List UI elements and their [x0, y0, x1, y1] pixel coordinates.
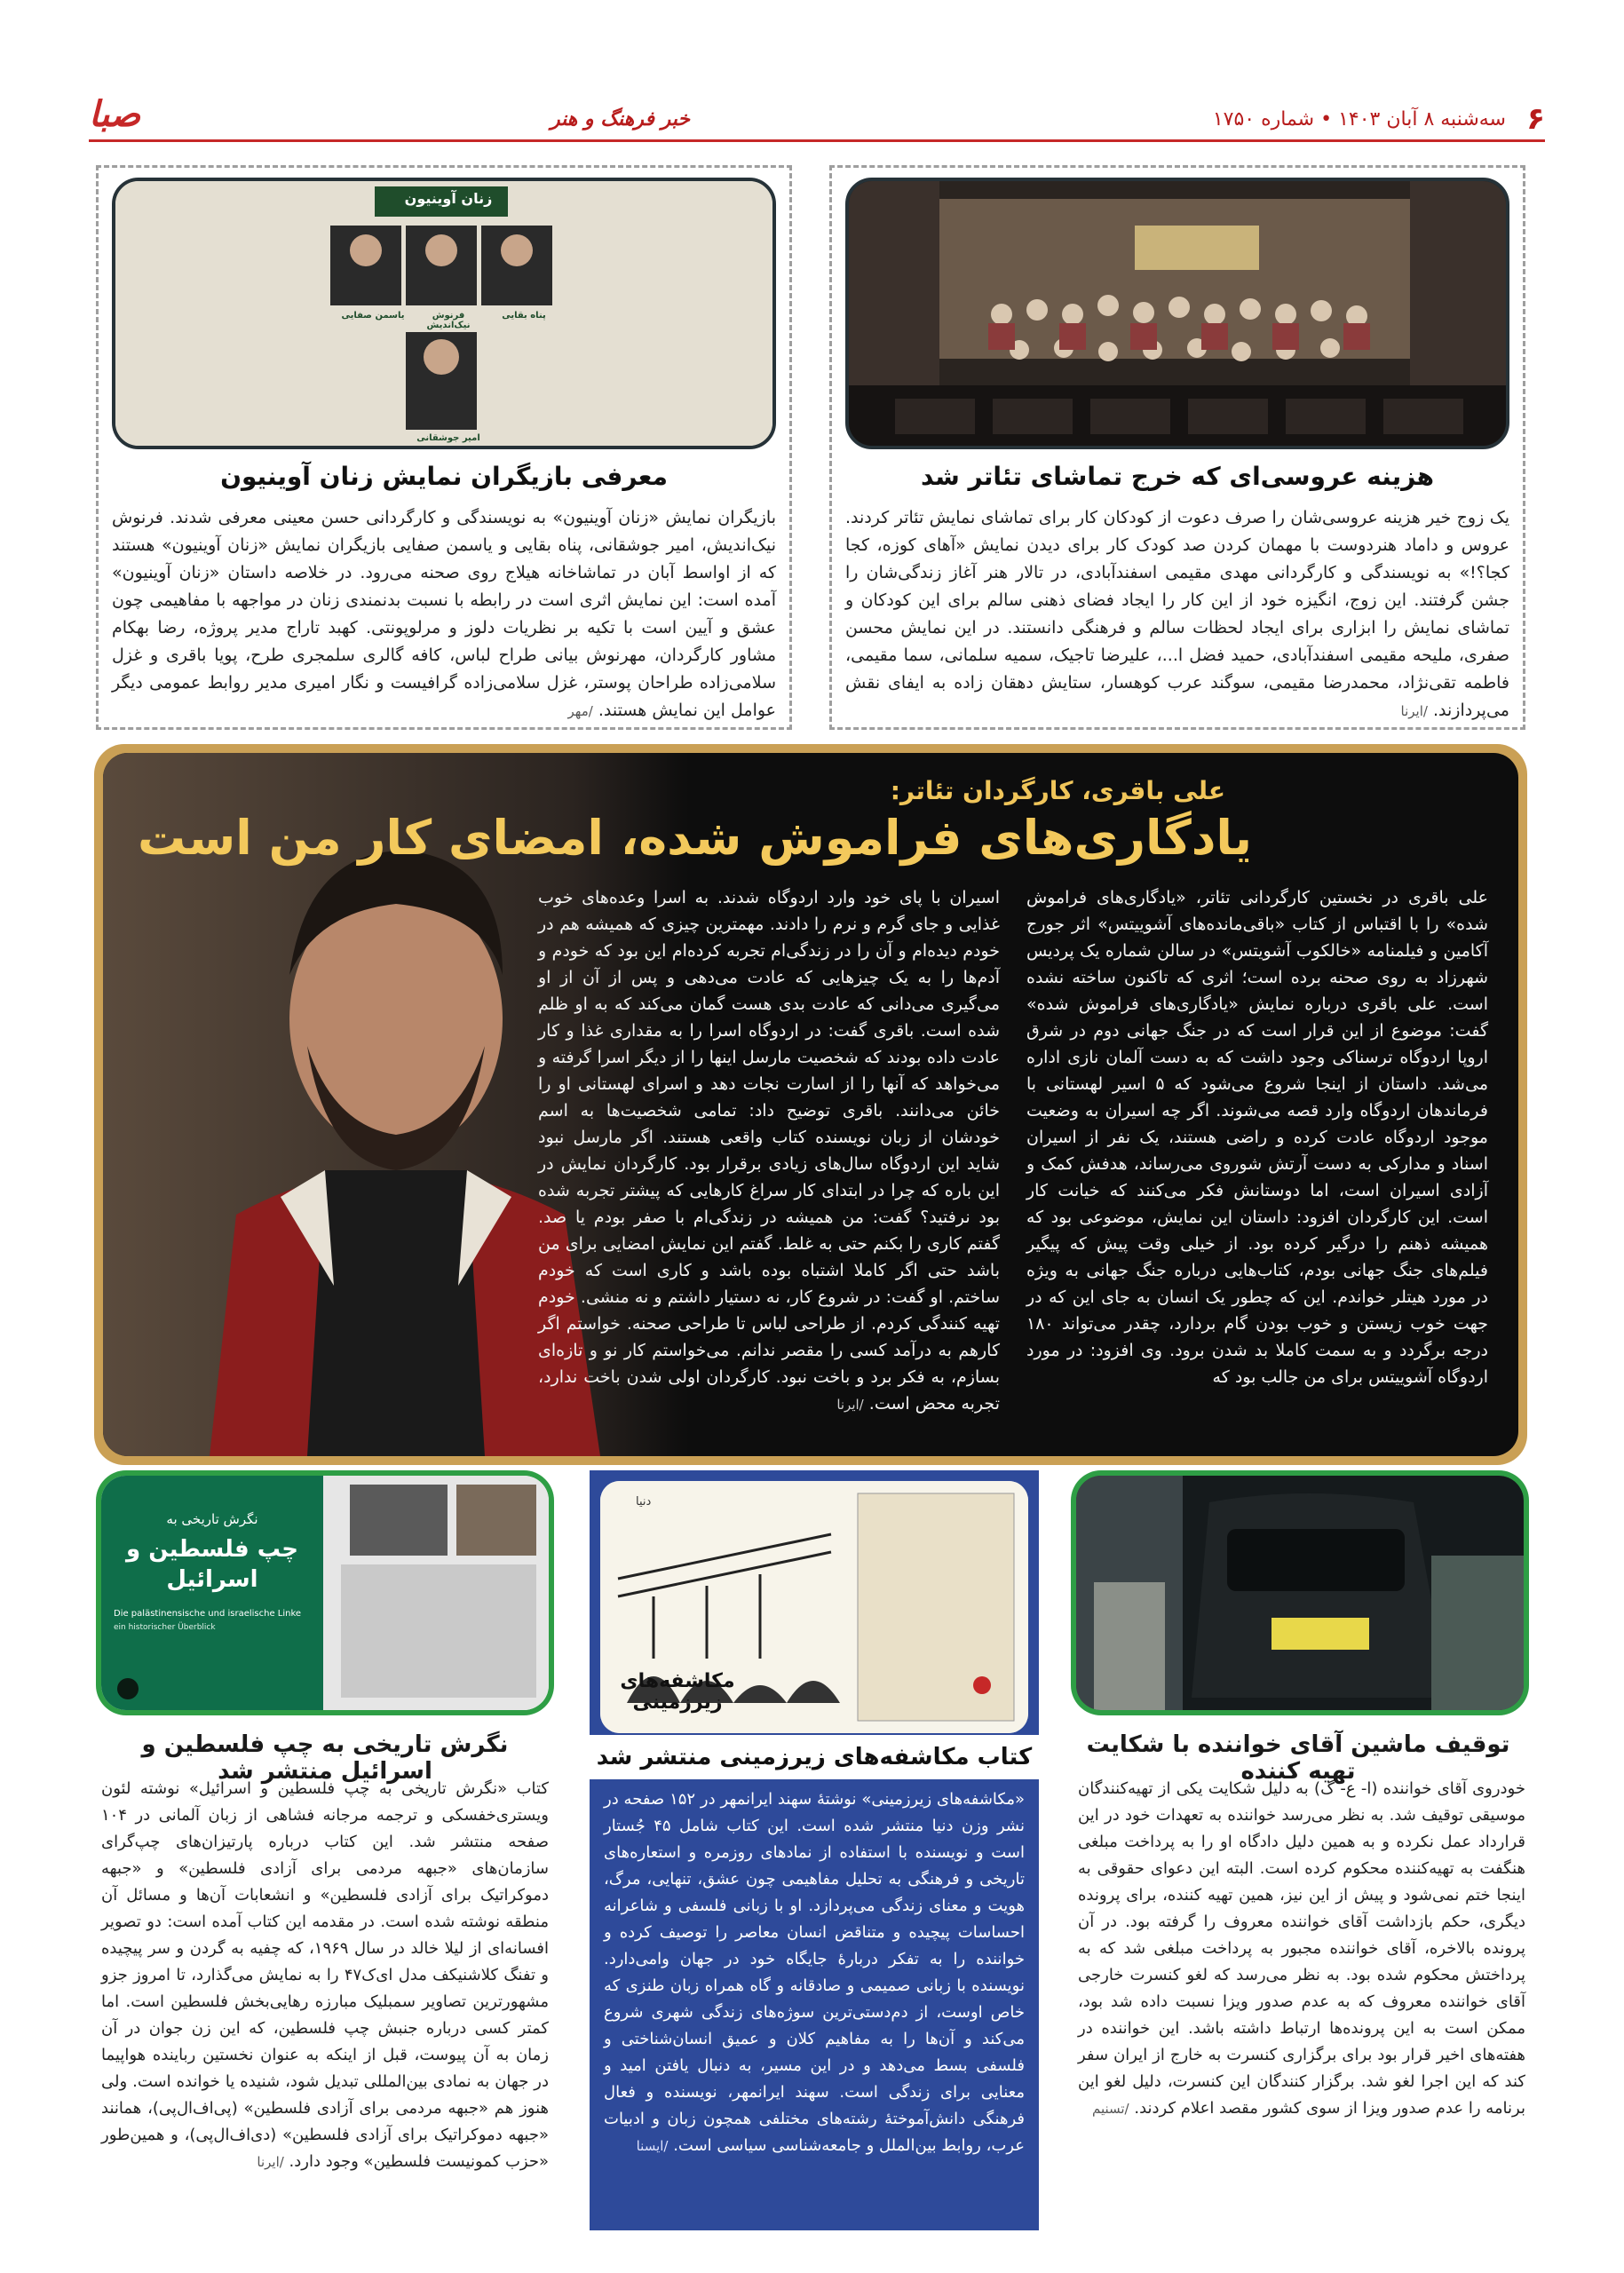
story-car-title: توقیف ماشین آقای خواننده با شکایت تهیه کننده [1086, 1731, 1510, 1785]
issue-date: سه‌شنبه ۸ آبان ۱۴۰۳ • شماره ۱۷۵۰ [1212, 108, 1506, 131]
left-book-german: Die palästinensische und israelische Linke [114, 1609, 302, 1619]
feature-credit: /ایرنا [836, 1397, 864, 1413]
left-book-cover-title: چپ فلسطین و اسرائیل [126, 1536, 298, 1593]
page-header [89, 94, 1545, 142]
story-left-book-credit: /ایرنا [257, 2154, 284, 2170]
feature-headline: یادگاری‌های فراموش شده، امضای کار من است [138, 810, 1252, 866]
feature-inner [103, 753, 1518, 1456]
feature-column-left-text: اسیران با پای خود وارد اردوگاه شدند. به اسرا وعده‌های خوب غذایی و جای گرم و نرم را دادند. مهمترین چیزی که همیشه هم در خودم دیده‌ام و آن را در زندگی‌ام تجربه کرده‌ام این بود که خودم و آدم‌ها را به یک چیزهایی که عادت می‌دهی و پس از آن از او می‌گیری می‌دانی که عادت بدی هست گمان می‌کند که به او ظلم شده است. باقری گفت: در اردوگاه اسرا را به مقداری غذا و کار عادت داده بودند که شخصیت مارسل اینها را از دیگر اسرا گرفته و می‌خواهد که آنها را از اسارت نجات دهد و اسرای لهستانی او را خائن می‌دانند. باقری توضیح داد: تمامی شخصیت‌ها به اسم خودشان از زبان نویسنده کتاب واقعی هستند. اگر مارسل نبود شاید این اردوگاه سال‌های زیادی برقرار بود. کارگردان نمایش در این باره که چرا در ابتدای کار سراغ کارهایی که پیشتر تجربه شده بود نرفتید؟ گفت: من همیشه در زندگی‌ام با صفر بودم یا صد. گفتم کاری را بکنم حتی به غلط. گفتم این نمایش امضایی برای من باشد حتی اگر کاملا اشتباه بوده باشد و کاری است که خودم ساختم. او گفت: در شروع کار، نه دستیار داشتم و نه منشی. خودم تهیه کنندگی کردم. از طراحی لباس تا طراحی صحنه. خواستم اگر کارهم به درآمد کسی را مقصر ندانم. می‌خواستم کار نو و تازه‌ای بسازم، به فکر برد و باخت نبود. کارگردان اولی شدن باخت ندارد، تجربه محض است. [538, 888, 1000, 1414]
feature-interview [94, 744, 1527, 1465]
story-cast-body [112, 504, 776, 725]
header-rule [89, 139, 1545, 142]
cast-name-4: امیر جوشقانی [416, 433, 480, 443]
story-left-book-title: نگرش تاریخی به چپ فلسطین و اسرائیل منتشر شد [141, 1731, 509, 1785]
underground-cover-title: مکاشفه‌های زیرزمینی [620, 1670, 735, 1714]
left-book-kicker: نگرش تاریخی به [166, 1511, 258, 1527]
story-underground-title: کتاب مکاشفه‌های زیرزمینی منتشر شد [590, 1735, 1039, 1779]
wedding-photo-image [845, 181, 1506, 449]
story-underground-credit: /ایسنا [636, 2138, 669, 2154]
cast-name-1: پناه بقایی [502, 311, 546, 321]
cast-name-3: یاسمن صفایی [341, 311, 405, 321]
car-photo-frame [1071, 1470, 1529, 1715]
wedding-photo [845, 178, 1509, 449]
left-book-german-sub: ein historischer Überblick [114, 1623, 216, 1632]
feature-kicker: علی باقری، کارگردان تئاتر: [890, 776, 1225, 805]
left-book-frame [96, 1470, 554, 1715]
newspaper-logo: صبا [89, 94, 141, 135]
section-name: خبر فرهنگ و هنر [551, 108, 690, 131]
feature-column-right: علی باقری در نخستین کارگردانی تئاتر، «یادگاری‌های فراموش شده» را با اقتباس از کتاب «باقی‌مانده‌های آشوییتس» اثر جورج آکامین و فیلمنامه «خالکوب آشویتس» در سالن شماره یک پردیس شهرزاد به روی صحنه برده است؛ اثری که تاکنون ساخته نشده است. علی باقری درباره نمایش «یادگاری‌های فراموش شده» گفت: موضوع از این قرار است که در جنگ جهانی دوم در شرق اروپا اردوگاه ترسناکی وجود داشت که به دست آلمان نازی اداره می‌شد. داستان از اینجا شروع می‌شود که ۵ اسیر لهستانی با فرماندهان اردوگاه وارد قصه می‌شوند. اگر چه اسیران به وضعیت موجود اردوگاه عادت کرده و راضی هستند، یک نفر از اسیران اسناد و مدارکی به دست آرتش شوروی می‌رساند، هدفش کمک و آزادی اسیران است، اما دوستانش فکر می‌کنند که خیانت کار است. این کارگردان افزود: داستان این نمایش، موضوعی بود که همیشه ذهنم را درگیر کرده بود. از خیلی وقت پیش که پیگیر فیلم‌های جنگ جهانی بودم، کتاب‌هایی درباره جنگ جهانی به ویژه در مورد هیتلر خواندم. این که چطور یک انسان به جای این که در جهت خوب زیستن و خوب بودن گام بردارد، چقدر می‌تواند ۱۸۰ درجه برگردد و به سمت کاملا بد شدن برود. وی افزود: در مورد اردوگاه آشوییتس برای من جالب بود که [1026, 888, 1488, 1387]
story-car-text: خودروی آقای خواننده (ا- ع- گ) به دلیل شکایت یکی از تهیه‌کنندگان موسیقی توقیف شد. به نظر می‌رسد خواننده به تعهدات خود در این قرارداد عمل نکرده و به همین دلیل دادگاه او را به پرداخت مبلغی هنگفت به تهیه‌کننده محکوم کرده است. البته این دعوای حقوقی به اینجا ختم نمی‌شود و پیش از این نیز، همین تهیه کننده، برای پرونده دیگری، حکم بازداشت آقای خواننده معروف را گرفته بود. در آن پرونده بالاخره، آقای خواننده مجبور به پرداخت مبلغی شد که به پرداختش محکوم شده بود. به نظر می‌رسد که لغو کنسرت خارجی آقای خواننده معروف که به عدم صدور ویزا نسبت داده شد بود، ممکن است به این پرونده‌ها ارتباط داشته باشد. این خواننده در هفته‌های اخیر قرار بود برای برگزاری کنسرت به خارج از ایران سفر کند که این اجرا لغو شد. برگزار کنندگان این کنسرت، دلیل لغو این برنامه را عدم صدور ویزا از سوی کشور مقصد اعلام کردند. [1078, 1779, 1525, 2118]
cast-poster-title: زنان آوینیون [404, 190, 493, 207]
story-underground-text: «مکاشفه‌های زیرزمینی» نوشتهٔ سهند ایرانمهر در ۱۵۲ صفحه در نشر وزن دنیا منتشر شده است. این کتاب شامل ۴۵ جُستار است و نویسنده با استفاده از نمادهای روزمره و استعاره‌های تاریخی و فرهنگی به تحلیل مفاهیمی چون عشق، تنهایی، مرگ، هویت و معنای زندگی می‌پردازد. او با زبانی فلسفی و شاعرانه احساسات پیچیده و متناقض انسان معاصر را توصیف کرده و خواننده را به تفکر دربارهٔ جایگاه خود در جهان وامی‌دارد. نویسنده با زبانی صمیمی و صادقانه و گاه همراه زبان طنزی که خاص اوست، از دم‌دستی‌ترین سوژه‌های زندگی شهری شروع می‌کند و آن‌ها را به مفاهیم کلان و عمیق انسان‌شناختی و فلسفی بسط می‌دهد و در این مسیر، به دنبال یافتن امید و معنایی برای زندگی است. سهند ایرانمهر، نویسنده و فعال فرهنگی دانش‌آموختهٔ رشته‌های مختلفی همچون زبان و ادبیات عرب، روابط بین‌الملل و جامعه‌شناسی سیاسی است. [604, 1790, 1026, 2155]
page-number: ۶ [1526, 101, 1545, 137]
story-car-credit: /تسنیم [1091, 2101, 1129, 2117]
cast-poster [112, 178, 776, 449]
story-left-book-text: کتاب «نگرش تاریخی به چپ فلسطین و اسرائیل» نوشته لئون ویستری‌خفسکی و ترجمه مرجانه فشاهی از زبان آلمانی در ۱۰۴ صفحه منتشر شد. این کتاب درباره پارتیزان‌های چپ‌گرای سازمان‌های «جبهه مردمی برای آزادی فلسطین» و «جبهه دموکراتیک برای آزادی فلسطین» و انشعابات آن‌ها و مسائل آن منطقه نوشته شده است. در مقدمه این کتاب آمده است: دو تصویر افسانه‌ای از لیلا خالد در سال ۱۹۶۹، که چفیه به گردن و سر پیچیده و تفنگ کلاشنیکف مدل ای‌ک۴۷ را به نمایش می‌گذارد، تا امروز جزو مشهورترین تصاویر سمبلیک مبارزه رهایی‌بخش فلسطین است. اما کمتر کسی درباره جنبش چپ فلسطین، که این زن جوان در آن زمان به آن پیوست، قبل از اینکه به عنوان نخستین رباینده هواپیما در جهان به نمادی بین‌المللی تبدیل شود، شنیده یا خوانده است. ولی هنوز هم «جبهه مردمی برای آزادی فلسطین» (پی‌اف‌ال‌پی)، همانند «جبهه دموکراتیک برای آزادی فلسطین» (دی‌اف‌ال‌پی)، و همین‌طور «حزب کمونیست فلسطین» وجود دارد. [101, 1779, 549, 2171]
car-photo-image [1076, 1476, 1524, 1710]
story-wedding-credit: /ایرنا [1400, 703, 1428, 719]
story-wedding-title: هزینه عروسی‌ای که خرج تماشای تئاتر شد [921, 462, 1434, 491]
story-wedding-body [845, 504, 1509, 725]
story-wedding-text: یک زوج خیر هزینه عروسی‌شان را صرف دعوت از کودکان کار برای تماشای نمایش تئاتر کردند. عروس و داماد هنردوست با مهمان کردن صد کودک کار برای دیدن نمایش «آهای کوزه، کجا کجا؟!» به نویسندگی و کارگردانی مهدی مقیمی اسفندآبادی، در تالار هنر آغاز زندگی‌شان را جشن گرفتند. این زوج، انگیزه خود از این کار را ایجاد فضای ذهنی سالم برای این کودکان و تماشای نمایش را ابزاری برای ایجاد لحظات سالم و فرهنگی دانستند. در این نمایش محسن صفری، ملیحه مقیمی اسفندآبادی، حمید فضل ا...، علیرضا تاجیک، سمیه سلمانی، سما مقیمی، فاطمه تقی‌نژاد، محمدرضا مقیمی، سوگند عرب کوهسار، ستایش دهقان زاده به ایفای نقش می‌پردازند. [845, 508, 1509, 720]
story-car-body [1078, 1776, 1525, 2122]
story-underground-box [590, 1470, 1039, 2230]
feature-column-left [538, 884, 1000, 1418]
story-cast-text: بازیگران نمایش «زنان آوینیون» به نویسندگی و کارگردانی حسن معینی معرفی شدند. فرنوش نیک‌اندیش، امیر جوشقانی، پناه بقایی و یاسمن صفایی بازیگران نمایش «زنان آوینیون» هستند که از اواسط آبان در تماشاخانه هیلاج روی صحنه می‌رود. در خلاصه داستان «زنان آوینیون» آمده است: این نمایش اثری است در رابطه با نسبت بدنمندی زنان در مواجهه با مفاهیمی چون عشق و آیین است با تکیه بر نظریات دلوز و مرلوپونتی. کهبد تاراج مدیر پروژه، رضا بهکام مشاور کارگردان، مهرنوش بیانی طراح لباس، کافه گالری سلمجری طرح، پویا باقری و غزل سلامی‌زاده طراحان پوستر، غزل سلامی‌زاده گرافیست و نگار امیری مدیر روابط عمومی دیگر عوامل این نمایش هستند. [112, 508, 776, 720]
story-cast-credit: /مهر [567, 703, 593, 719]
story-underground-body [604, 1786, 1025, 2159]
story-cast-title: معرفی بازیگران نمایش زنان آوینیون [220, 462, 668, 491]
left-book-cover [101, 1476, 549, 1710]
cast-name-2: فرنوش نیک‌اندیش [426, 311, 471, 330]
underground-publisher: دنیا [636, 1495, 652, 1509]
story-left-book-body [101, 1776, 549, 2175]
underground-cover-frame [600, 1481, 1028, 1733]
